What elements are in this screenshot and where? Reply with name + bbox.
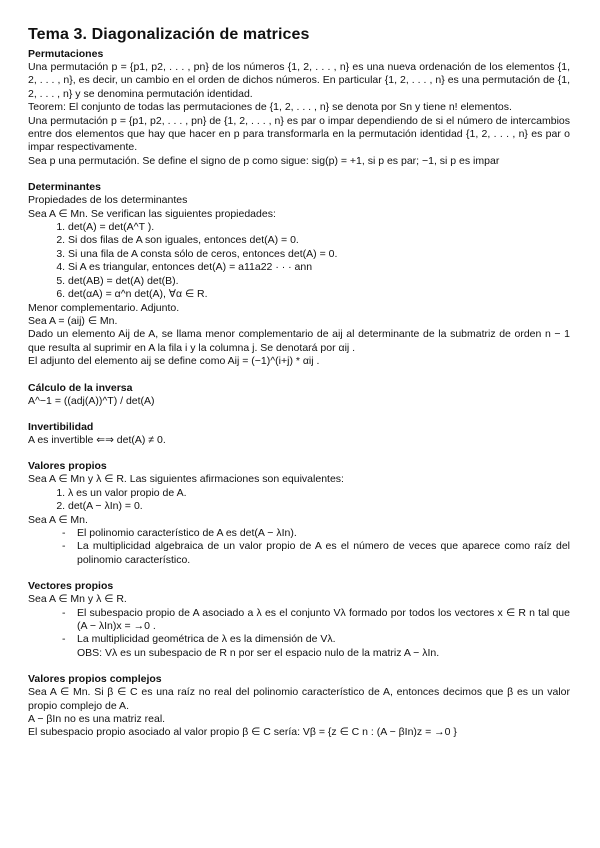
inverse-formula: A^−1 = ((adj(A))^T) / det(A) [28,394,155,407]
eigenvector-intro: Sea A ∈ Mn y λ ∈ R. [28,593,127,606]
list-item [62,633,570,660]
minor-definition: Dado un elemento Aij de A, se llama menor complementario de aij al determinante de la submatriz de orden n − 1 que resulta al suprimir en A la fila i y la columna j. Se denotará por αij . [28,328,570,354]
determinant-properties-title: Propiedades de los determinantes [28,194,188,207]
list-item: - La multiplicidad algebraica de un valor propio de A es el número de veces que aparece como raíz del polinomio característico. [62,540,570,567]
section-heading-valores-propios: Valores propios [28,460,107,473]
list-item: 3. Si una fila de A consta sólo de ceros, entonces det(A) = 0. [68,248,570,261]
invertibility-statement: A es invertible ⇐⇒ det(A) ≠ 0. [28,433,166,446]
adjoint-definition: El adjunto del elemento aij se define como Aij = (−1)^(i+j) * αij . [28,355,320,368]
list-item: 6. det(αA) = α^n det(A), ∀α ∈ R. [68,288,570,301]
eigenvalue-bullets [28,527,570,567]
section-heading-invertibilidad: Invertibilidad [28,420,94,433]
permutation-sign: Sea p una permutación. Se define el signo de p como sigue: sig(p) = +1, si p es par; −1, si p es impar [28,154,500,167]
minor-adjoint-title: Menor complementario. Adjunto. [28,301,180,314]
list-item: - El polinomio característico de A es det(A − λIn). [62,527,570,540]
determinant-properties-list [28,221,570,301]
list-item: - El subespacio propio de A asociado a λ es el conjunto Vλ formado por todos los vectores x ∈ R n tal que (A − λIn)x = →0 . [62,607,570,634]
geometric-multiplicity-text: La multiplicidad geométrica de λ es la dimensión de Vλ. [77,633,336,646]
list-item: 4. Si A es triangular, entonces det(A) = a11a22 · · · ann [68,261,570,274]
list-item: 2. Si dos filas de A son iguales, entonces det(A) = 0. [68,234,570,247]
matrix-definition: Sea A = (aij) ∈ Mn. [28,314,118,327]
section-heading-inversa: Cálculo de la inversa [28,381,133,394]
section-heading-determinantes: Determinantes [28,181,101,194]
complex-matrix-note: A − βIn no es una matriz real. [28,713,166,726]
complex-eigenspace-definition: El subespacio propio asociado al valor propio β ∈ C sería: Vβ = {z ∈ C n : (A − βIn)z = →0 } [28,726,457,739]
complex-eigenvalue-definition: Sea A ∈ Mn. Si β ∈ C es una raíz no real del polinomio característico de A, entonces decimos que β es un valor propio complejo de A. [28,686,570,712]
eigenspace-observation: OBS: Vλ es un subespacio de R n por ser el espacio nulo de la matriz A − λIn. [77,646,440,659]
section-heading-vectores-propios: Vectores propios [28,580,114,593]
section-heading-valores-propios-complejos: Valores propios complejos [28,673,162,686]
eigenvalue-sea: Sea A ∈ Mn. [28,513,88,526]
permutation-definition: Una permutación p = {p1, p2, . . . , pn} de los números {1, 2, . . . , n} es una nueva ordenación de los elementos {1, 2, . . . , n}, es decir, un cambio en el orden de dichos números. En particular {1, 2, . . . , n} es una permutación de {1, 2, . . . , n} y se denomina permutación identidad. [28,61,570,100]
page-title: Tema 3. Diagonalización de matrices [28,26,310,43]
eigenvalue-equivalences-list [28,487,570,514]
list-item: 1. det(A) = det(A^T ). [68,221,570,234]
determinant-properties-intro: Sea A ∈ Mn. Se verifican las siguientes propiedades: [28,207,276,220]
list-item: 2. det(A − λIn) = 0. [68,500,570,513]
eigenvector-bullets [28,607,570,661]
eigenvalue-intro: Sea A ∈ Mn y λ ∈ R. Las siguientes afirmaciones son equivalentes: [28,473,344,486]
list-item: 5. det(AB) = det(A) det(B). [68,275,570,288]
section-heading-permutaciones: Permutaciones [28,48,104,60]
list-item: 1. λ es un valor propio de A. [68,487,570,500]
permutation-theorem: Teorem: El conjunto de todas las permutaciones de {1, 2, . . . , n} se denota por Sn y tiene n! elementos. [28,101,512,114]
permutation-parity: Una permutación p = {p1, p2, . . . , pn} de {1, 2, . . . , n} es par o impar dependiendo de si el número de intercambios entre dos elementos que hay que hacer en p para transformarla en la permutación identidad {1, 2, . . . , n} es par o impar respectivamente. [28,114,570,154]
